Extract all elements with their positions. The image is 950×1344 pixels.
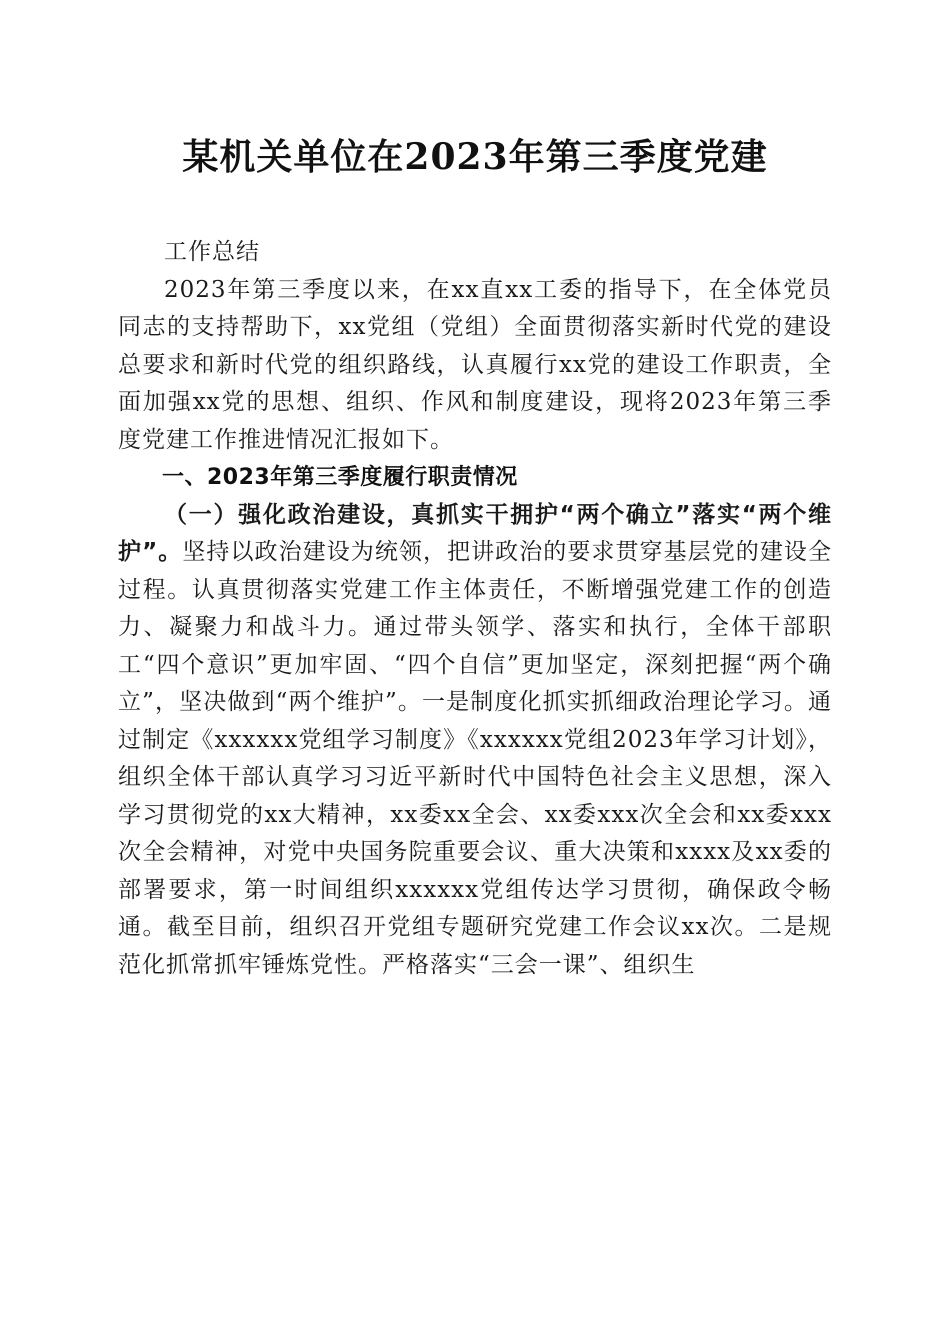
subsection-body: 坚持以政治建设为统领，把讲政治的要求贯穿基层党的建设全过程。认真贯彻落实党建工作主体责任，不断增强党建工作的创造力、凝聚力和战斗力。通过带头领学、落实和执行，全体干部职工“四个意识”更加牢固、“四个自信”更加坚定，深刻把握“两个确立”，坚决做到“两个维护”。一是制度化抓实抓细政治理论学习。通过制定《xxxxxx党组学习制度》《xxxxxx党组2023年学习计划》，组织全体干部认真学习习近平新时代中国特色社会主义思想，深入学习贯彻党的xx大精神，xx委xx全会、xx委xxx次全会和xx委xxx次全会精神，对党中央国务院重要会议、重大决策和xxxx及xx委的部署要求，第一时间组织xxxxxx党组传达学习贯彻，确保政令畅通。截至目前，组织召开党组专题研究党建工作会议xx次。二是规范化抓常抓牢锤炼党性。严格落实“三会一课”、组织生: [118, 539, 832, 978]
subsection-lead: （一）强化政治建设，真抓实干拥护“两个确立”落实“两个维护”。: [118, 501, 832, 565]
subtitle-line: 工作总结: [164, 239, 260, 265]
intro-paragraph: 2023年第三季度以来，在xx直xx工委的指导下，在全体党员同志的支持帮助下，xx党组（党组）全面贯彻落实新时代党的建设总要求和新时代党的组织路线，认真履行xx党的建设工作职责，全面加强xx党的思想、组织、作风和制度建设，现将2023年第三季度党建工作推进情况汇报如下。: [118, 276, 832, 453]
document-body: [118, 234, 832, 984]
section-paragraph: [118, 497, 832, 985]
document-title: 某机关单位在2023年第三季度党建: [182, 136, 768, 178]
section-heading: 一、2023年第三季度履行职责情况: [162, 465, 518, 490]
